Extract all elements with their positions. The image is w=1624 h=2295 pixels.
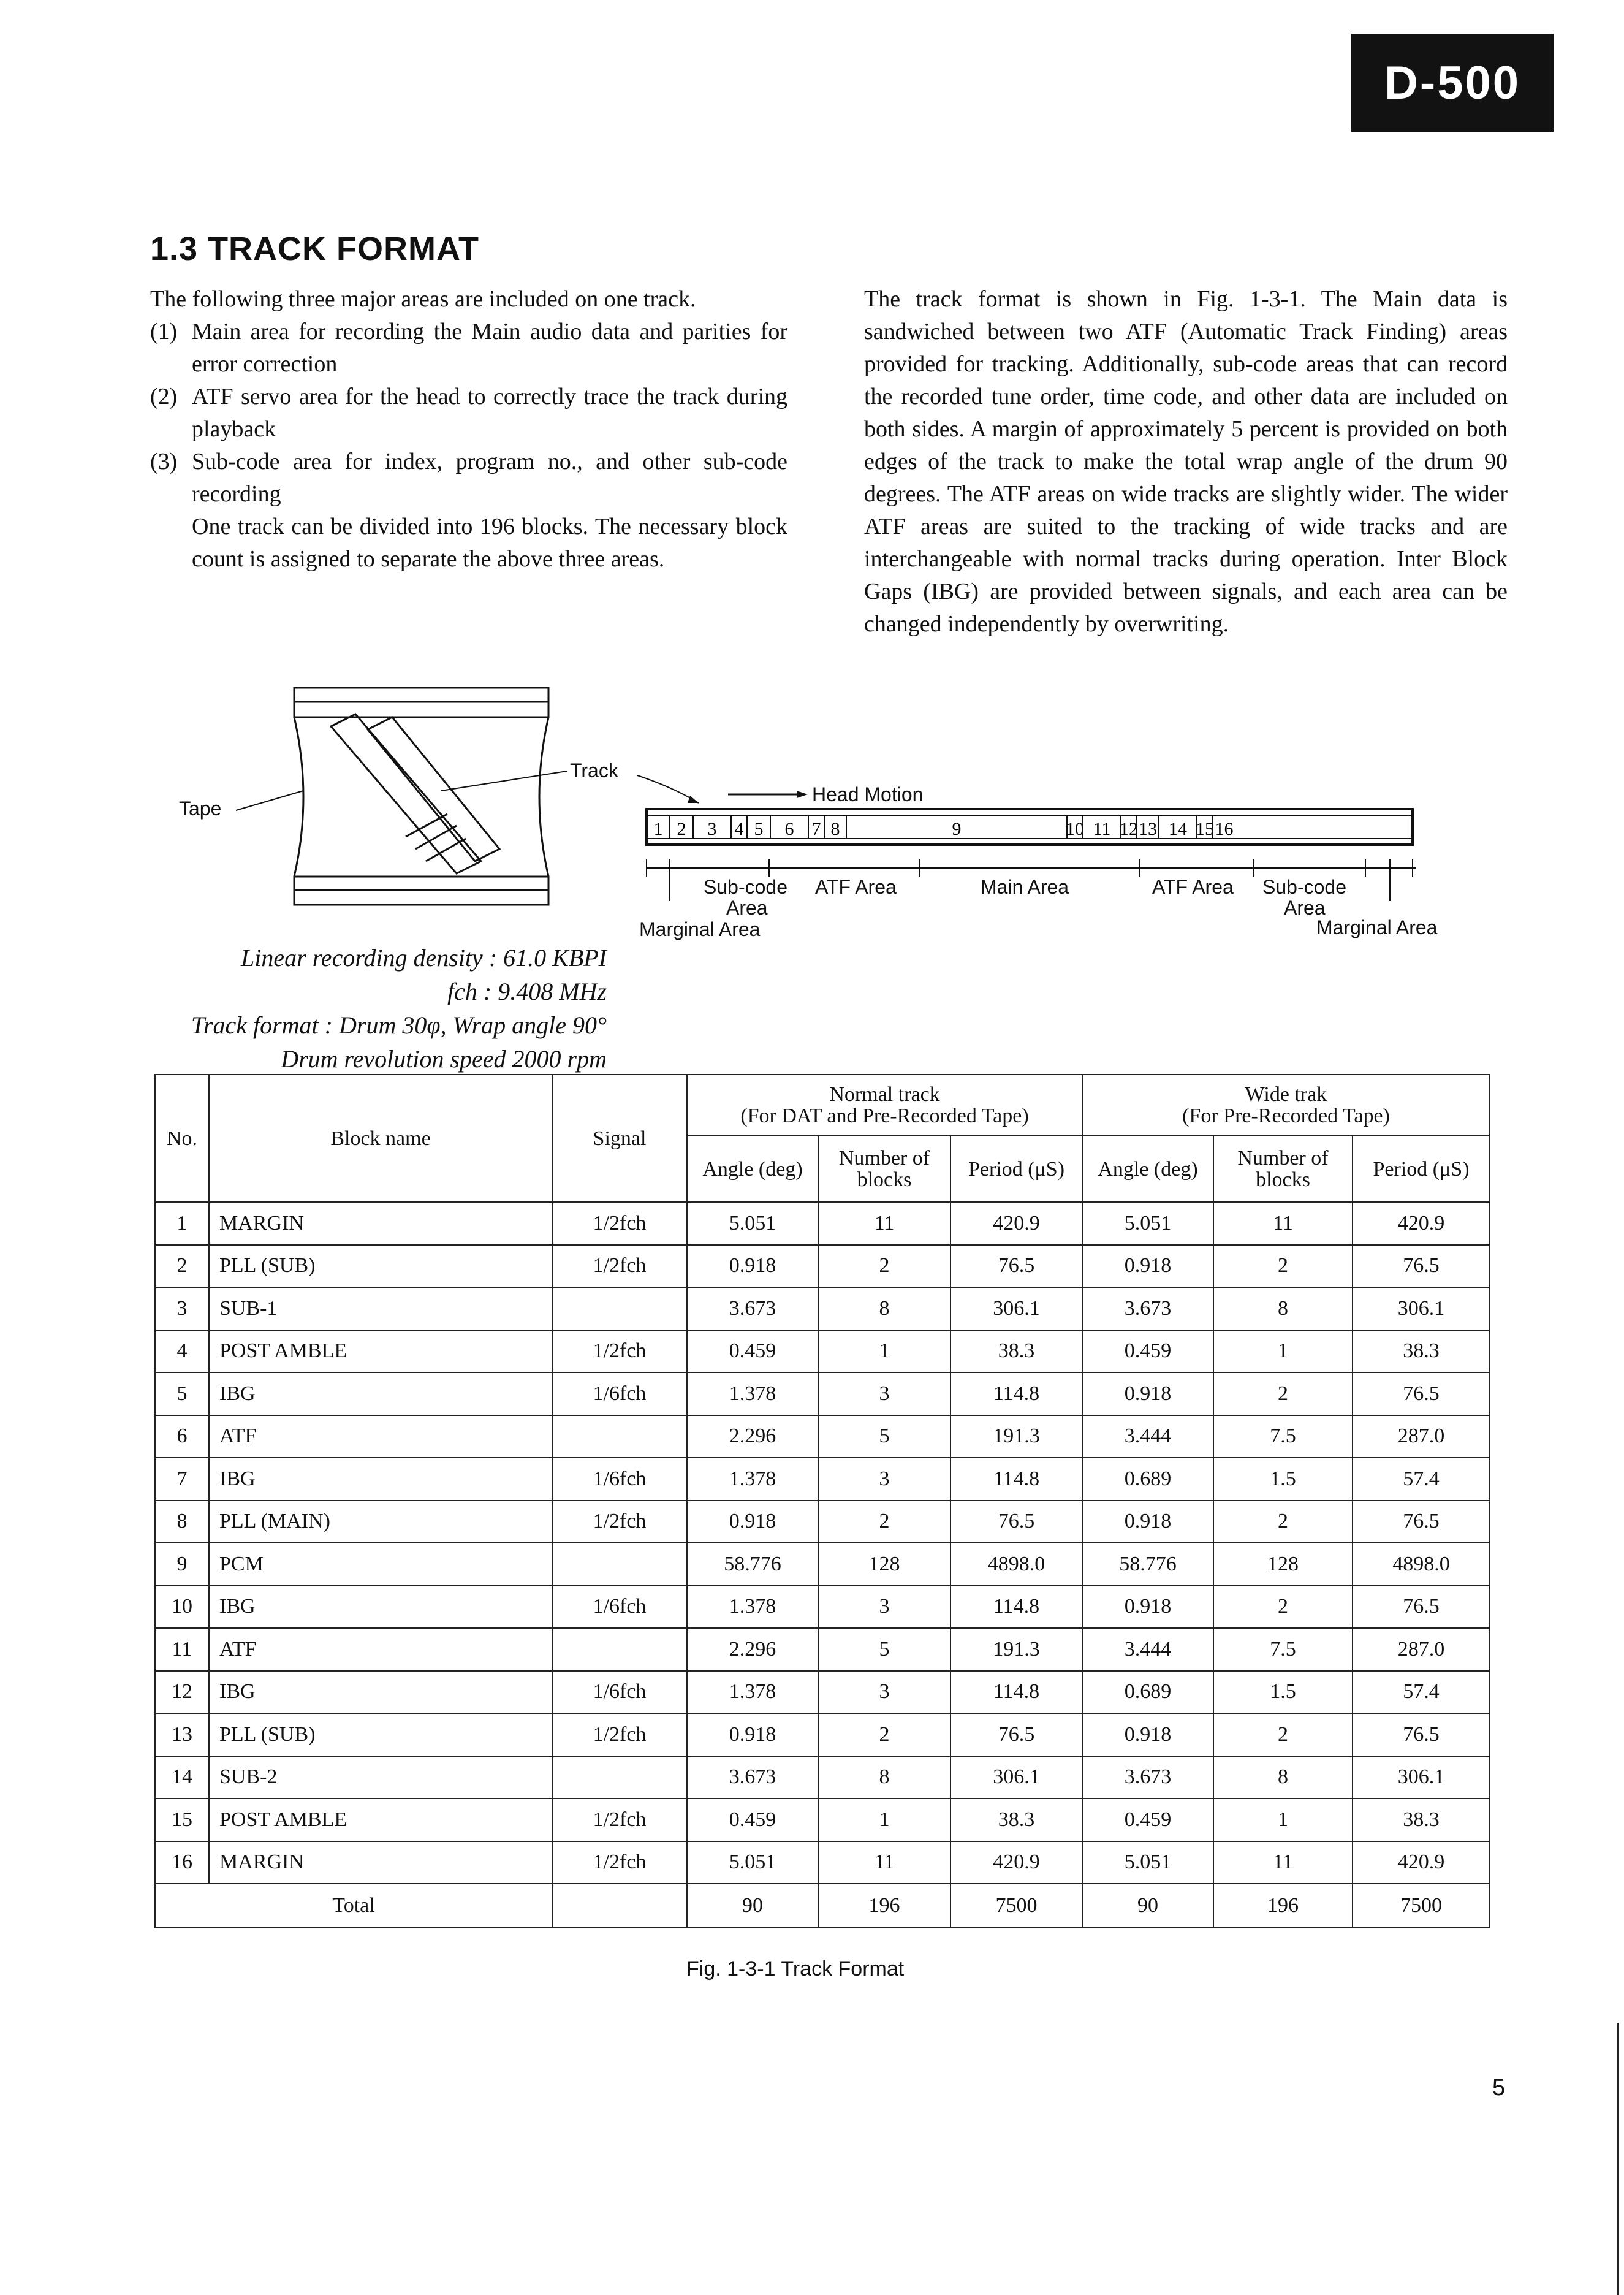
block-cell-number: 10 bbox=[1066, 819, 1084, 839]
track-pointer bbox=[441, 771, 567, 791]
total-row bbox=[155, 1884, 1490, 1928]
table-cell: 3.673 bbox=[1082, 1756, 1213, 1799]
block-name-cell: SUB-2 bbox=[209, 1756, 552, 1799]
table-row bbox=[155, 1543, 1490, 1586]
table-cell: 0.459 bbox=[687, 1798, 818, 1841]
marginal-right-label: Marginal Area bbox=[1316, 916, 1438, 938]
row-number: 13 bbox=[155, 1713, 209, 1756]
table-cell: 3.444 bbox=[1082, 1628, 1213, 1671]
table-cell: 1 bbox=[818, 1798, 950, 1841]
table-cell: 128 bbox=[1213, 1543, 1353, 1586]
block-strip bbox=[647, 809, 1413, 845]
table-cell: 1/6fch bbox=[552, 1586, 687, 1629]
table-row bbox=[155, 1415, 1490, 1458]
table-cell: 76.5 bbox=[1353, 1713, 1490, 1756]
table-cell: 306.1 bbox=[1353, 1287, 1490, 1330]
spec-line: Track format : Drum 30φ, Wrap angle 90° bbox=[191, 1011, 607, 1039]
table-cell: 3.444 bbox=[1082, 1415, 1213, 1458]
row-number: 14 bbox=[155, 1756, 209, 1799]
subcode-right-area-label: Area bbox=[1284, 897, 1326, 919]
table-row bbox=[155, 1458, 1490, 1501]
total-cell: 7500 bbox=[950, 1884, 1082, 1928]
marginal-left-label: Marginal Area bbox=[639, 918, 761, 940]
table-row bbox=[155, 1287, 1490, 1330]
left-column bbox=[150, 283, 787, 576]
list-item bbox=[150, 446, 787, 511]
table-cell: 5.051 bbox=[1082, 1841, 1213, 1884]
table-cell: 306.1 bbox=[950, 1287, 1082, 1330]
subcode-right-label: Sub-code bbox=[1262, 876, 1346, 898]
tape-label: Tape bbox=[179, 797, 222, 820]
row-number: 5 bbox=[155, 1372, 209, 1415]
table-cell: 0.918 bbox=[687, 1501, 818, 1543]
block-name-cell: MARGIN bbox=[209, 1202, 552, 1245]
table-cell: 420.9 bbox=[950, 1841, 1082, 1884]
table-cell: 38.3 bbox=[1353, 1798, 1490, 1841]
table-cell: 11 bbox=[1213, 1202, 1353, 1245]
table-row bbox=[155, 1713, 1490, 1756]
table-cell: 2.296 bbox=[687, 1628, 818, 1671]
track-format-table bbox=[154, 1074, 1490, 1928]
table-cell: 76.5 bbox=[950, 1501, 1082, 1543]
table-cell: 1/2fch bbox=[552, 1841, 687, 1884]
block-cell-number: 16 bbox=[1215, 819, 1234, 839]
table-cell: 1.5 bbox=[1213, 1671, 1353, 1714]
block-name-cell: IBG bbox=[209, 1372, 552, 1415]
table-cell: 7.5 bbox=[1213, 1628, 1353, 1671]
list-text: Sub-code area for index, program no., and other sub-code recording bbox=[192, 449, 787, 507]
table-cell: 2 bbox=[1213, 1586, 1353, 1629]
table-cell: 0.918 bbox=[1082, 1501, 1213, 1543]
table-cell: 76.5 bbox=[950, 1245, 1082, 1288]
table-cell bbox=[552, 1543, 687, 1586]
table-cell: 4898.0 bbox=[1353, 1543, 1490, 1586]
row-number: 1 bbox=[155, 1202, 209, 1245]
table-cell: 76.5 bbox=[1353, 1586, 1490, 1629]
table-cell: 1.378 bbox=[687, 1586, 818, 1629]
table-cell bbox=[552, 1287, 687, 1330]
header-blocks bbox=[1213, 1136, 1353, 1202]
table-cell: 11 bbox=[1213, 1841, 1353, 1884]
table-cell: 76.5 bbox=[1353, 1245, 1490, 1288]
header-no: No. bbox=[155, 1075, 209, 1202]
table-cell: 4898.0 bbox=[950, 1543, 1082, 1586]
arrow-head bbox=[688, 796, 699, 803]
total-cell: 7500 bbox=[1353, 1884, 1490, 1928]
list-text: Main area for recording the Main audio data and parities for error correction bbox=[192, 319, 787, 377]
block-cell-number: 2 bbox=[677, 819, 686, 839]
table-cell: 2 bbox=[1213, 1372, 1353, 1415]
table-cell: 2 bbox=[818, 1713, 950, 1756]
table-cell: 2 bbox=[1213, 1245, 1353, 1288]
table-cell: 7.5 bbox=[1213, 1415, 1353, 1458]
table-cell: 1/2fch bbox=[552, 1798, 687, 1841]
block-cell-number: 14 bbox=[1169, 819, 1187, 839]
block-cell-number: 7 bbox=[811, 819, 821, 839]
table-cell bbox=[552, 1628, 687, 1671]
blocks-note: One track can be divided into 196 blocks. The necessary block count is assigned to separate the above three areas. bbox=[192, 514, 787, 572]
table-row bbox=[155, 1501, 1490, 1543]
table-cell: 76.5 bbox=[1353, 1372, 1490, 1415]
list-number: (3) bbox=[150, 449, 178, 474]
table-cell: 306.1 bbox=[1353, 1756, 1490, 1799]
head-motion-label: Head Motion bbox=[812, 783, 924, 805]
header-wide-title: Wide trak bbox=[1245, 1083, 1327, 1106]
block-cell-number: 6 bbox=[784, 819, 794, 839]
table-body bbox=[155, 1202, 1490, 1884]
block-name-cell: MARGIN bbox=[209, 1841, 552, 1884]
table-cell: 0.918 bbox=[1082, 1245, 1213, 1288]
row-number: 11 bbox=[155, 1628, 209, 1671]
block-cell-number: 9 bbox=[952, 819, 962, 839]
header-blocks-line: blocks bbox=[1256, 1168, 1310, 1191]
table-cell: 114.8 bbox=[950, 1458, 1082, 1501]
table-row bbox=[155, 1202, 1490, 1245]
block-cell-number: 15 bbox=[1196, 819, 1214, 839]
table-cell: 58.776 bbox=[1082, 1543, 1213, 1586]
table-cell: 57.4 bbox=[1353, 1671, 1490, 1714]
block-cell-number: 4 bbox=[734, 819, 744, 839]
table-cell: 58.776 bbox=[687, 1543, 818, 1586]
table-cell: 1 bbox=[1213, 1330, 1353, 1373]
table-cell: 1/6fch bbox=[552, 1372, 687, 1415]
block-name-cell: PLL (SUB) bbox=[209, 1245, 552, 1288]
table-cell: 114.8 bbox=[950, 1671, 1082, 1714]
subcode-left-area-label: Area bbox=[726, 897, 768, 919]
table-cell: 5 bbox=[818, 1415, 950, 1458]
intro-text: The following three major areas are included on one track. bbox=[150, 286, 696, 312]
table-cell: 0.918 bbox=[1082, 1372, 1213, 1415]
table-cell: 0.918 bbox=[687, 1245, 818, 1288]
table-cell: 2 bbox=[1213, 1713, 1353, 1756]
header-block-name: Block name bbox=[209, 1075, 552, 1202]
header-period: Period (μS) bbox=[950, 1136, 1082, 1202]
table-cell: 1/6fch bbox=[552, 1671, 687, 1714]
total-cell: 90 bbox=[687, 1884, 818, 1928]
block-name-cell: POST AMBLE bbox=[209, 1330, 552, 1373]
list-text: ATF servo area for the head to correctly trace the track during playback bbox=[192, 384, 787, 442]
block-cell-number: 11 bbox=[1093, 819, 1111, 839]
right-column bbox=[864, 283, 1508, 641]
table-cell: 1/2fch bbox=[552, 1713, 687, 1756]
table-cell bbox=[552, 1756, 687, 1799]
table-cell: 420.9 bbox=[950, 1202, 1082, 1245]
table-cell: 2 bbox=[818, 1245, 950, 1288]
block-cell-number: 13 bbox=[1139, 819, 1157, 839]
table-cell: 5.051 bbox=[687, 1841, 818, 1884]
table-cell: 1 bbox=[818, 1330, 950, 1373]
table-cell: 420.9 bbox=[1353, 1841, 1490, 1884]
row-number: 10 bbox=[155, 1586, 209, 1629]
table-row bbox=[155, 1628, 1490, 1671]
table-cell: 128 bbox=[818, 1543, 950, 1586]
row-number: 8 bbox=[155, 1501, 209, 1543]
block-name-cell: PCM bbox=[209, 1543, 552, 1586]
list-item bbox=[150, 381, 787, 446]
table-row bbox=[155, 1372, 1490, 1415]
block-name-cell: SUB-1 bbox=[209, 1287, 552, 1330]
table-cell: 3.673 bbox=[687, 1287, 818, 1330]
spec-line: fch : 9.408 MHz bbox=[447, 978, 607, 1005]
table-cell: 1.378 bbox=[687, 1671, 818, 1714]
table-cell: 5.051 bbox=[1082, 1202, 1213, 1245]
table-cell: 2 bbox=[818, 1501, 950, 1543]
track-label: Track bbox=[570, 759, 618, 782]
table-cell: 3 bbox=[818, 1586, 950, 1629]
row-number: 7 bbox=[155, 1458, 209, 1501]
table-cell: 0.689 bbox=[1082, 1671, 1213, 1714]
table-cell: 1/2fch bbox=[552, 1202, 687, 1245]
block-name-cell: IBG bbox=[209, 1586, 552, 1629]
block-name-cell: POST AMBLE bbox=[209, 1798, 552, 1841]
table-cell: 11 bbox=[818, 1202, 950, 1245]
table-cell: 1/6fch bbox=[552, 1458, 687, 1501]
table-cell: 11 bbox=[818, 1841, 950, 1884]
table-cell: 2.296 bbox=[687, 1415, 818, 1458]
table-cell: 0.918 bbox=[687, 1713, 818, 1756]
tape-pointer bbox=[236, 791, 303, 810]
row-number: 3 bbox=[155, 1287, 209, 1330]
row-number: 6 bbox=[155, 1415, 209, 1458]
block-cell-number: 12 bbox=[1120, 819, 1138, 839]
page-number: 5 bbox=[1492, 2075, 1506, 2101]
table-cell: 2 bbox=[1213, 1501, 1353, 1543]
table-row bbox=[155, 1798, 1490, 1841]
header-blocks-line: Number of bbox=[838, 1147, 930, 1170]
table-cell: 1.5 bbox=[1213, 1458, 1353, 1501]
table-cell: 1.378 bbox=[687, 1458, 818, 1501]
table-cell: 114.8 bbox=[950, 1586, 1082, 1629]
list-item bbox=[150, 316, 787, 381]
table-row bbox=[155, 1841, 1490, 1884]
table-cell: 0.459 bbox=[1082, 1798, 1213, 1841]
table-cell: 0.459 bbox=[1082, 1330, 1213, 1373]
track-format-description: The track format is shown in Fig. 1-3-1. The Main data is sandwiched between two ATF (Automatic Track Finding) areas provided for tracking. Additionally, sub-code areas that can record the recorded tune order, time code, and other data are included on both sides. A margin of approximately 5 percent is provided on both edges of the track to make the total wrap angle of the drum 90 degrees. The ATF areas on wide tracks are slightly wider. The wider ATF areas are suited to the tracking of wide tracks and are interchangeable with normal tracks during operation. Inter Block Gaps (IBG) are provided between signals, and each area can be changed independently by overwriting. bbox=[864, 286, 1508, 637]
block-cell-number: 5 bbox=[754, 819, 764, 839]
header-wide-track bbox=[1082, 1075, 1490, 1136]
arrow-head bbox=[797, 791, 808, 798]
total-cell: 90 bbox=[1082, 1884, 1213, 1928]
table-cell: 3 bbox=[818, 1671, 950, 1714]
row-number: 2 bbox=[155, 1245, 209, 1288]
header-angle: Angle (deg) bbox=[687, 1136, 818, 1202]
model-badge: D-500 bbox=[1351, 34, 1554, 132]
list-number: (2) bbox=[150, 384, 178, 409]
row-number: 4 bbox=[155, 1330, 209, 1373]
list-number: (1) bbox=[150, 319, 178, 344]
recording-specs bbox=[92, 941, 607, 1076]
table-cell: 8 bbox=[1213, 1287, 1353, 1330]
table-cell: 76.5 bbox=[950, 1713, 1082, 1756]
table-row bbox=[155, 1756, 1490, 1799]
header-angle: Angle (deg) bbox=[1082, 1136, 1213, 1202]
table-cell: 287.0 bbox=[1353, 1628, 1490, 1671]
table-cell: 5 bbox=[818, 1628, 950, 1671]
table-cell: 38.3 bbox=[950, 1330, 1082, 1373]
total-cell bbox=[552, 1884, 687, 1928]
table-cell: 1/2fch bbox=[552, 1330, 687, 1373]
main-area-label: Main Area bbox=[981, 876, 1069, 898]
spec-line: Linear recording density : 61.0 KBPI bbox=[241, 944, 607, 972]
atf-right-label: ATF Area bbox=[1152, 876, 1234, 898]
table-cell: 3 bbox=[818, 1458, 950, 1501]
header-normal-track bbox=[687, 1075, 1082, 1136]
table-cell: 5.051 bbox=[687, 1202, 818, 1245]
table-cell: 1/2fch bbox=[552, 1501, 687, 1543]
total-cell: 196 bbox=[1213, 1884, 1353, 1928]
block-name-cell: PLL (SUB) bbox=[209, 1713, 552, 1756]
table-row bbox=[155, 1671, 1490, 1714]
spec-line: Drum revolution speed 2000 rpm bbox=[281, 1045, 607, 1073]
row-number: 9 bbox=[155, 1543, 209, 1586]
header-signal: Signal bbox=[552, 1075, 687, 1202]
table-cell: 38.3 bbox=[1353, 1330, 1490, 1373]
block-cell-number: 3 bbox=[707, 819, 717, 839]
table-cell: 306.1 bbox=[950, 1756, 1082, 1799]
row-number: 15 bbox=[155, 1798, 209, 1841]
block-name-cell: ATF bbox=[209, 1415, 552, 1458]
total-label: Total bbox=[155, 1884, 552, 1928]
table-cell: 38.3 bbox=[950, 1798, 1082, 1841]
table-cell: 1.378 bbox=[687, 1372, 818, 1415]
table-cell: 8 bbox=[818, 1756, 950, 1799]
table-cell: 3.673 bbox=[687, 1756, 818, 1799]
section-title: 1.3 TRACK FORMAT bbox=[150, 230, 479, 267]
table-cell: 57.4 bbox=[1353, 1458, 1490, 1501]
header-blocks-line: Number of bbox=[1237, 1147, 1329, 1170]
block-name-cell: ATF bbox=[209, 1628, 552, 1671]
table-cell: 191.3 bbox=[950, 1415, 1082, 1458]
header-period: Period (μS) bbox=[1353, 1136, 1490, 1202]
table-cell: 0.918 bbox=[1082, 1586, 1213, 1629]
block-name-cell: PLL (MAIN) bbox=[209, 1501, 552, 1543]
header-normal-title: Normal track bbox=[829, 1083, 940, 1106]
table-cell: 8 bbox=[1213, 1756, 1353, 1799]
figure-caption: Fig. 1-3-1 Track Format bbox=[686, 1957, 905, 1981]
row-number: 16 bbox=[155, 1841, 209, 1884]
block-name-cell: IBG bbox=[209, 1671, 552, 1714]
row-number: 12 bbox=[155, 1671, 209, 1714]
table-cell: 0.689 bbox=[1082, 1458, 1213, 1501]
table-cell: 287.0 bbox=[1353, 1415, 1490, 1458]
header-blocks-line: blocks bbox=[857, 1168, 912, 1191]
header-normal-sub: (For DAT and Pre-Recorded Tape) bbox=[740, 1105, 1029, 1127]
table-cell: 0.459 bbox=[687, 1330, 818, 1373]
header-blocks bbox=[818, 1136, 950, 1202]
total-cell: 196 bbox=[818, 1884, 950, 1928]
block-cell-number: 8 bbox=[830, 819, 840, 839]
table-cell: 1 bbox=[1213, 1798, 1353, 1841]
table-cell: 0.918 bbox=[1082, 1713, 1213, 1756]
table-cell: 1/2fch bbox=[552, 1245, 687, 1288]
table-cell: 420.9 bbox=[1353, 1202, 1490, 1245]
drum-tape-illustration bbox=[294, 688, 548, 905]
block-name-cell: IBG bbox=[209, 1458, 552, 1501]
table-row bbox=[155, 1330, 1490, 1373]
table-cell: 3.673 bbox=[1082, 1287, 1213, 1330]
table-cell: 191.3 bbox=[950, 1628, 1082, 1671]
block-cell-number: 1 bbox=[653, 819, 663, 839]
table-row bbox=[155, 1586, 1490, 1629]
table-cell bbox=[552, 1415, 687, 1458]
atf-left-label: ATF Area bbox=[815, 876, 897, 898]
header-wide-sub: (For Pre-Recorded Tape) bbox=[1182, 1105, 1390, 1127]
table-cell: 114.8 bbox=[950, 1372, 1082, 1415]
table-cell: 3 bbox=[818, 1372, 950, 1415]
table-row bbox=[155, 1245, 1490, 1288]
scan-edge-line bbox=[1617, 2023, 1619, 2295]
table-cell: 8 bbox=[818, 1287, 950, 1330]
subcode-left-label: Sub-code bbox=[704, 876, 787, 898]
track-format-diagram bbox=[0, 674, 1624, 956]
table-cell: 76.5 bbox=[1353, 1501, 1490, 1543]
